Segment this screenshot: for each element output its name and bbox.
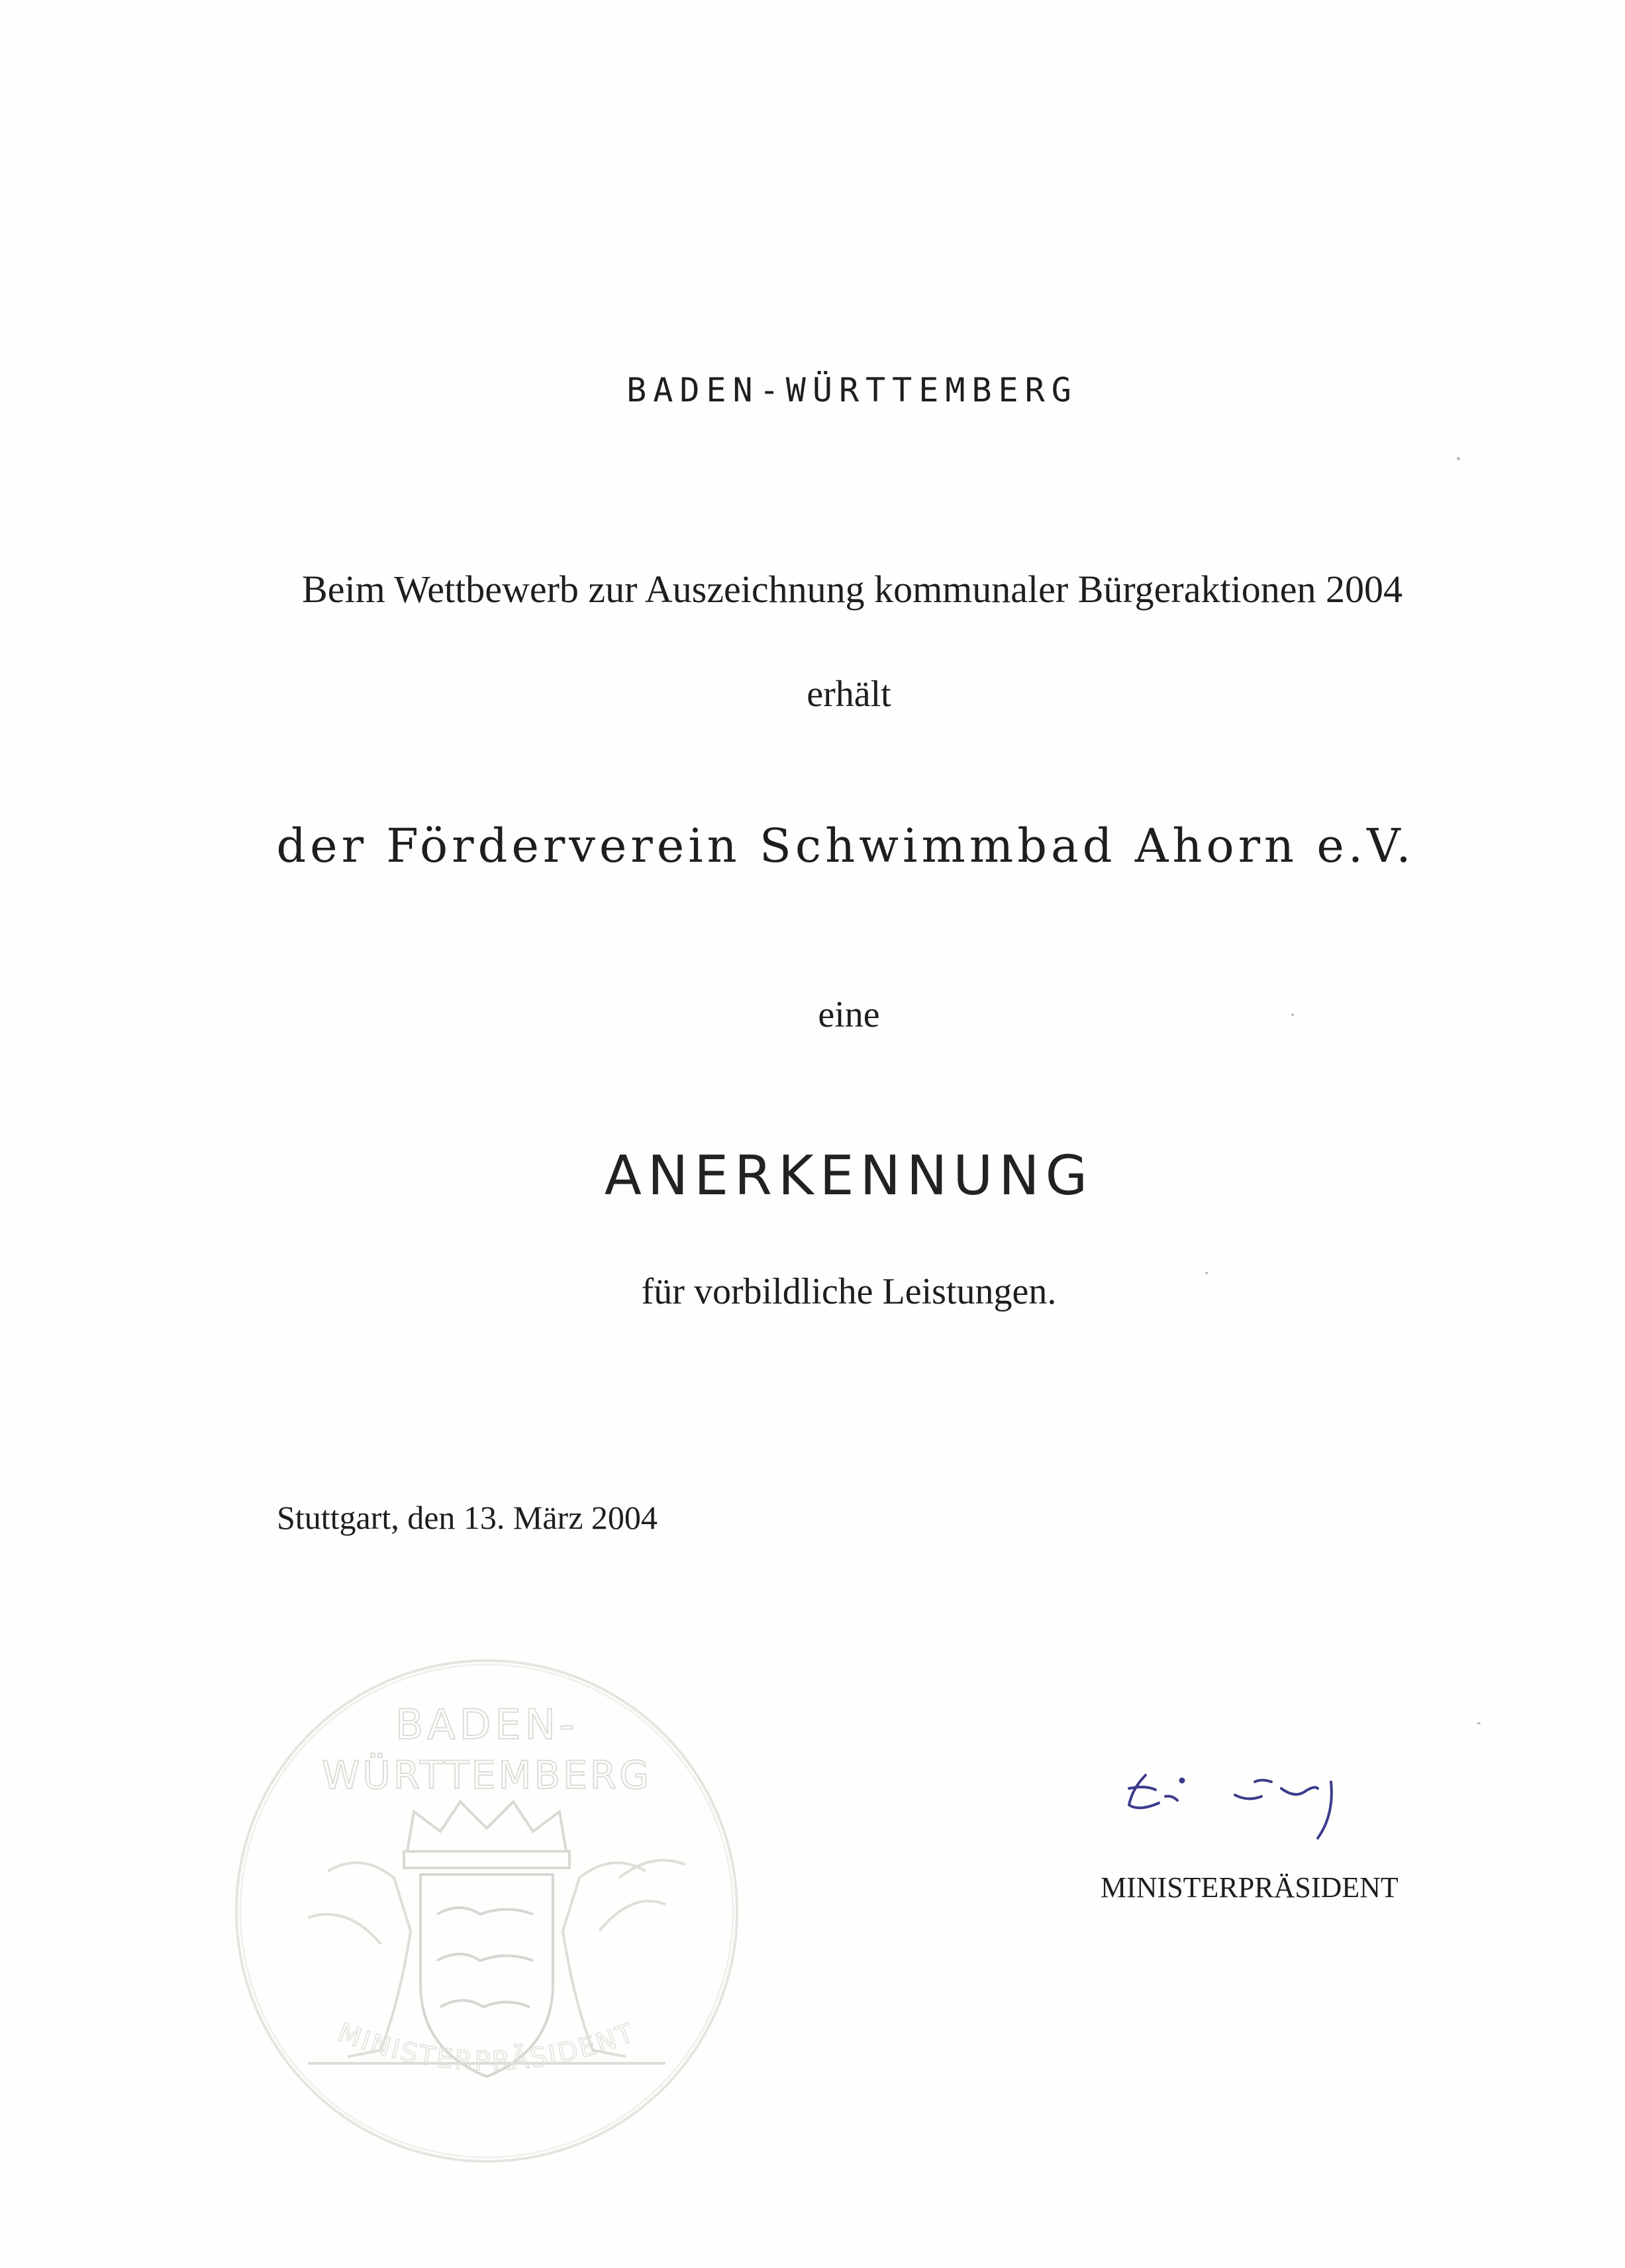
article-text: eine [818,994,880,1035]
paper-speck [1457,457,1460,460]
handwritten-signature-icon [1119,1749,1371,1855]
award-title: ANERKENNUNG [604,1145,1094,1208]
coat-of-arms-seal-icon [228,1653,745,2169]
place-and-date: Stuttgart, den 13. März 2004 [277,1499,658,1536]
svg-text:MINISTERPRÄSIDENT [334,2017,640,2077]
award-reason: für vorbildliche Leistungen. [641,1271,1057,1312]
signatory-title: MINISTERPRÄSIDENT [1101,1871,1399,1904]
seal-text-bottom: MINISTERPRÄSIDENT [333,2017,640,2077]
receives-text: erhält [807,674,891,715]
paper-speck [1477,1722,1481,1724]
paper-speck [1291,1013,1294,1016]
competition-intro: Beim Wettbewerb zur Auszeichnung kommunaler Bürgeraktionen 2004 [302,568,1403,611]
recipient-name: der Förderverein Schwimmbad Ahorn e.V. [276,819,1415,873]
seal-text-top-1: BADEN- [395,1700,579,1749]
state-heading: BADEN-WÜRTTEMBERG [626,371,1078,409]
paper-speck [1205,1272,1208,1274]
seal-text-top-2: WÜRTTEMBERG [321,1753,652,1798]
